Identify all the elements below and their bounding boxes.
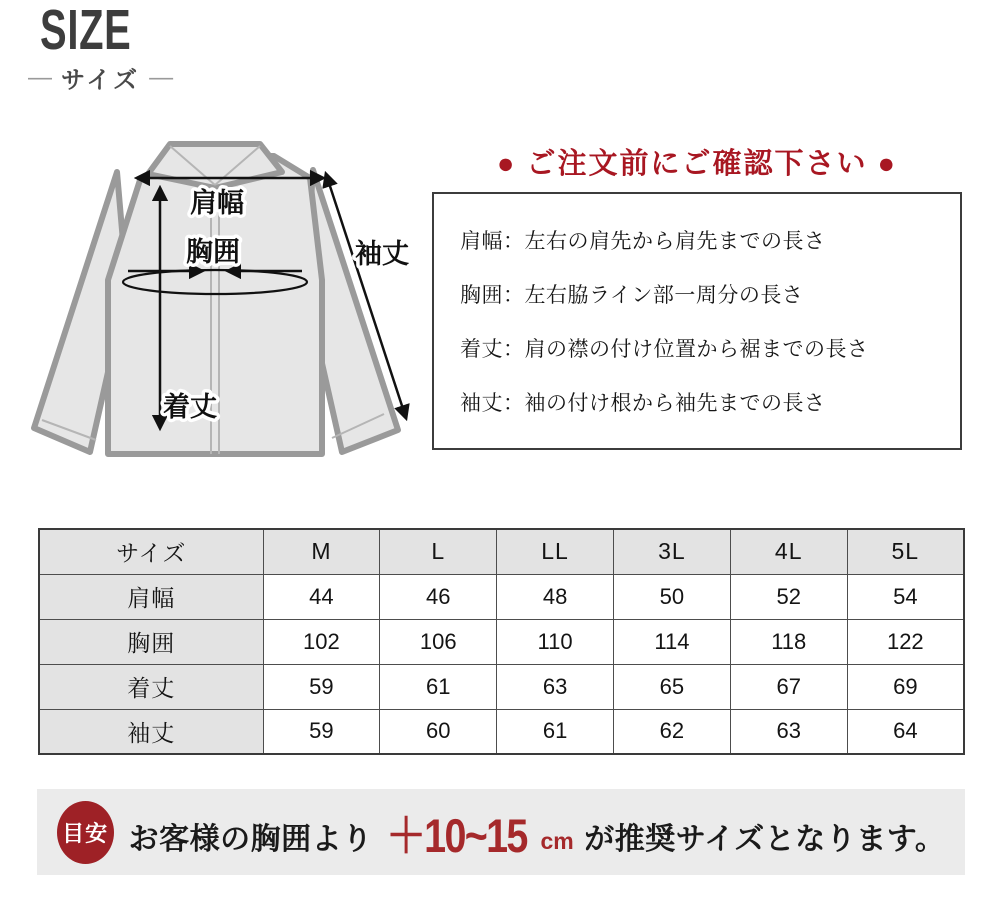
table-cell: 61 [497, 709, 614, 754]
notice-separator: ： [503, 230, 525, 253]
notice-box [432, 192, 962, 450]
subtitle-left-dash: ― [28, 63, 52, 91]
table-cell: 59 [263, 709, 380, 754]
table-header-cell: LL [497, 529, 614, 574]
table-cell: 48 [497, 574, 614, 619]
recommendation-unit: cm [540, 827, 574, 854]
notice-item [460, 269, 960, 323]
notice-heading: ● ご注文前にご確認下さい ● [496, 148, 898, 180]
guide-badge: 目安 [57, 801, 114, 864]
page-subtitle [28, 60, 173, 95]
table-cell: 118 [730, 619, 847, 664]
table-row [39, 709, 964, 754]
notice-desc: 肩の襟の付け位置から裾までの長さ [524, 338, 869, 361]
table-cell: 52 [730, 574, 847, 619]
table-header-cell: サイズ [39, 529, 263, 574]
table-cell: 59 [263, 664, 380, 709]
notice-item [460, 377, 960, 431]
table-cell: 50 [613, 574, 730, 619]
notice-term: 着丈 [460, 338, 503, 361]
notice-separator: ： [503, 338, 525, 361]
table-cell: 122 [847, 619, 964, 664]
table-cell: 67 [730, 664, 847, 709]
table-cell: 61 [380, 664, 497, 709]
table-cell: 114 [613, 619, 730, 664]
table-cell: 106 [380, 619, 497, 664]
table-cell: 54 [847, 574, 964, 619]
row-label: 袖丈 [39, 709, 263, 754]
recommendation-bar [37, 789, 965, 875]
table-cell: 64 [847, 709, 964, 754]
table-header-cell: 5L [847, 529, 964, 574]
table-header-cell: 3L [613, 529, 730, 574]
recommendation-text [129, 799, 946, 866]
table-cell: 44 [263, 574, 380, 619]
notice-item [460, 215, 960, 269]
table-header-cell: M [263, 529, 380, 574]
size-table [38, 528, 965, 755]
table-cell: 46 [380, 574, 497, 619]
recommendation-prefix: お客様の胸囲より [128, 822, 373, 856]
notice-separator: ： [503, 284, 525, 307]
table-cell: 60 [380, 709, 497, 754]
shirt-measurement-diagram [20, 130, 440, 480]
notice-term: 肩幅 [460, 230, 503, 253]
page-title: SIZE [40, 0, 132, 62]
notice-term: 袖丈 [460, 392, 503, 415]
table-cell: 65 [613, 664, 730, 709]
table-row [39, 574, 964, 619]
table-cell: 62 [613, 709, 730, 754]
diagram-label-shoulder: 肩幅 [190, 188, 244, 218]
subtitle-text: サイズ [61, 67, 141, 94]
row-label: 肩幅 [39, 574, 263, 619]
notice-item [460, 323, 960, 377]
table-row [39, 664, 964, 709]
diagram-label-length: 着丈 [163, 392, 217, 422]
notice-desc: 左右脇ライン部一周分の長さ [524, 284, 804, 307]
recommendation-highlight: ＋10~15 [386, 808, 527, 862]
table-header-row [39, 529, 964, 574]
table-cell: 110 [497, 619, 614, 664]
notice-desc: 左右の肩先から肩先までの長さ [524, 230, 826, 253]
subtitle-right-dash: ― [149, 63, 174, 91]
recommendation-suffix: が推奨サイズとなります。 [584, 822, 946, 856]
table-cell: 69 [847, 664, 964, 709]
notice-term: 胸囲 [460, 284, 503, 307]
table-cell: 102 [263, 619, 380, 664]
diagram-label-chest: 胸囲 [186, 237, 240, 267]
diagram-label-sleeve: 袖丈 [355, 239, 409, 269]
table-row [39, 619, 964, 664]
table-header-cell: 4L [730, 529, 847, 574]
row-label: 胸囲 [39, 619, 263, 664]
table-cell: 63 [497, 664, 614, 709]
table-cell: 63 [730, 709, 847, 754]
table-header-cell: L [380, 529, 497, 574]
row-label: 着丈 [39, 664, 263, 709]
notice-separator: ： [503, 392, 525, 415]
notice-desc: 袖の付け根から袖先までの長さ [524, 392, 826, 415]
